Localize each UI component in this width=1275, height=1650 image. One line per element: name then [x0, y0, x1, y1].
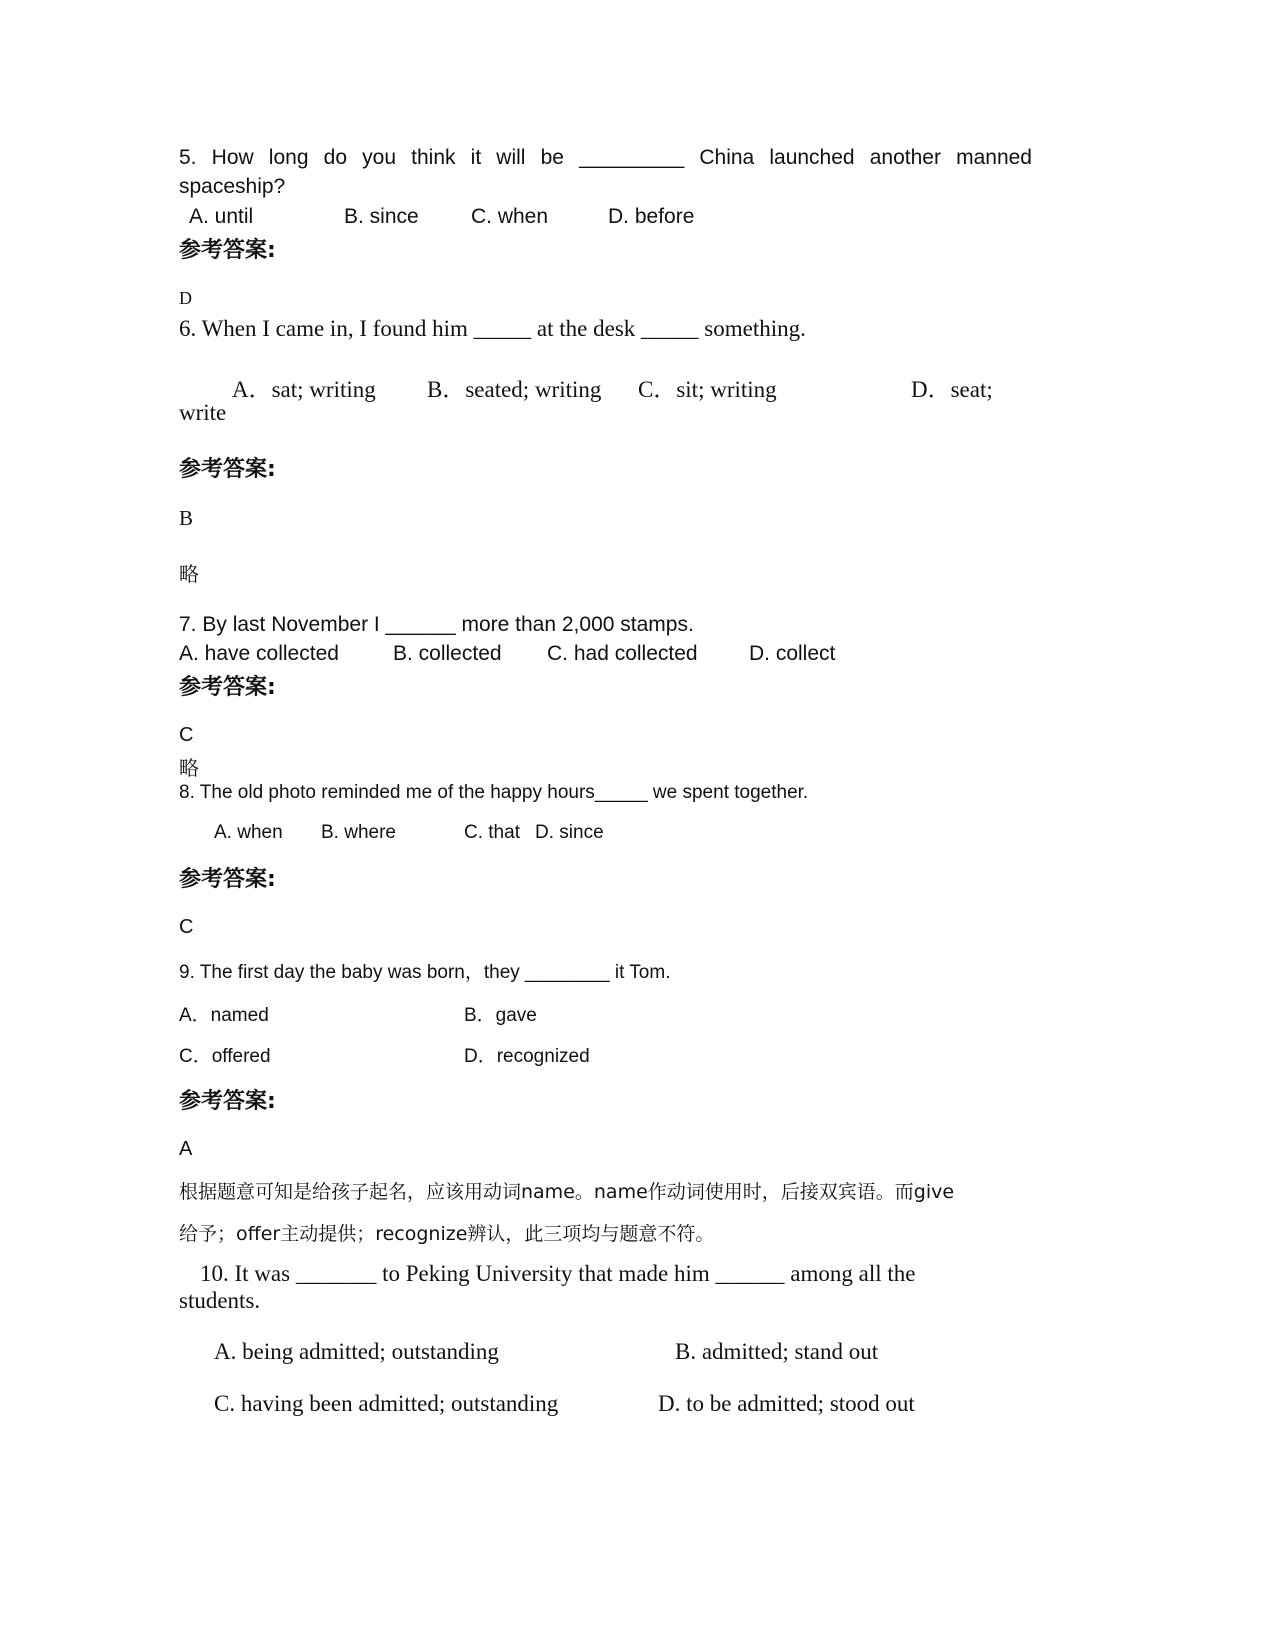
q7-option-b: B. collected — [393, 642, 502, 665]
q8-answer: C — [179, 916, 194, 938]
q10-option-b: B. admitted; stand out — [675, 1339, 879, 1364]
q8-option-a: A. when — [214, 822, 283, 843]
q8-option-d: D. since — [535, 822, 604, 843]
q6-answer: B — [179, 506, 194, 530]
q7-answer: C — [179, 724, 194, 746]
q9-answer: A — [179, 1138, 193, 1160]
q8-option-b: B. where — [321, 822, 396, 843]
q9-option-d: D．recognized — [464, 1046, 590, 1067]
q10-option-c: C. having been admitted; outstanding — [214, 1391, 559, 1416]
q7-option-d: D. collect — [749, 642, 836, 665]
q7-option-c: C. had collected — [547, 642, 698, 665]
q6-stem: 6. When I came in, I found him _____ at the desk _____ something. — [179, 316, 806, 341]
q6-option-wrap: write — [179, 400, 227, 425]
q5-option-c: C. when — [471, 205, 549, 228]
q9-explanation-line2: 给予；offer主动提供；recognize辨认，此三项均与题意不符。 — [179, 1223, 715, 1245]
q5-option-a: A. until — [189, 205, 254, 228]
q7-answer-label: 参考答案: — [179, 675, 276, 700]
q8-stem: 8. The old photo reminded me of the happy hours_____ we spent together. — [179, 782, 809, 803]
q9-explanation-line1: 根据题意可知是给孩子起名，应该用动词name。name作动词使用时，后接双宾语。而give — [179, 1181, 955, 1203]
q5-answer: D — [179, 288, 192, 308]
q9-option-a: A．named — [179, 1005, 269, 1026]
q9-option-c: C．offered — [179, 1046, 271, 1067]
q8-option-c: C. that — [464, 822, 520, 843]
q6-option-b: B．seated; writing — [427, 377, 602, 402]
q10-option-d: D. to be admitted; stood out — [658, 1391, 915, 1416]
q5-option-b: B. since — [344, 205, 419, 228]
q7-stem: 7. By last November I ______ more than 2,000 stamps. — [179, 613, 694, 636]
q9-option-b: B．gave — [464, 1005, 537, 1026]
q10-option-a: A. being admitted; outstanding — [214, 1339, 499, 1364]
q9-stem: 9. The first day the baby was born，they ________ it Tom. — [179, 962, 671, 983]
q10-stem-line1: 10. It was _______ to Peking University that made him ______ among all the — [200, 1261, 916, 1286]
q8-answer-label: 参考答案: — [179, 867, 276, 892]
q10-stem-line2: students. — [179, 1288, 261, 1313]
q6-option-a: A．sat; writing — [232, 377, 376, 402]
q6-answer-label: 参考答案: — [179, 457, 276, 482]
q5-option-d: D. before — [608, 205, 695, 228]
q9-answer-label: 参考答案: — [179, 1089, 276, 1114]
q6-note: 略 — [179, 562, 199, 586]
q6-option-d: D．seat; — [911, 377, 993, 402]
q5-stem-line2: spaceship? — [179, 175, 286, 198]
q6-option-c: C．sit; writing — [638, 377, 777, 402]
q5-answer-label: 参考答案: — [179, 238, 276, 263]
q7-note: 略 — [179, 756, 199, 780]
q5-stem-line1: 5. How long do you think it will be _________ China launched another manned — [179, 146, 1032, 169]
q7-option-a: A. have collected — [179, 642, 339, 665]
